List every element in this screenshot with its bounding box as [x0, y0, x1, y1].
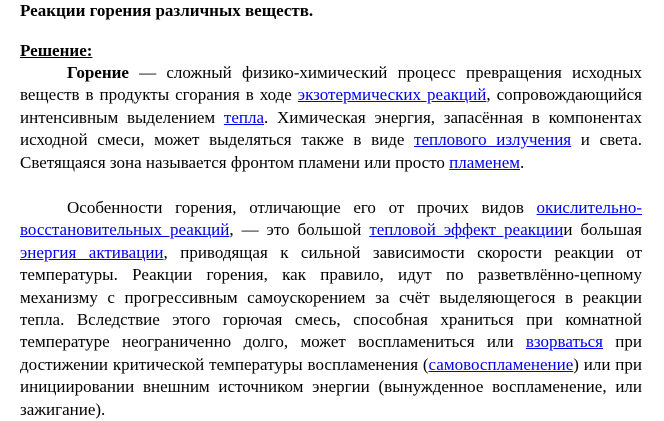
text-segment: при достижении критической температуры воспламенения ( [20, 332, 642, 374]
text-segment: , сопровождающийся интенсивным выделением [20, 85, 642, 127]
link-activation-energy[interactable]: энергия активации [20, 242, 164, 262]
text-segment: и света. Светящаяся зона называется фронтом пламени или просто [20, 130, 642, 172]
link-self-ignition[interactable]: самовоспламенение [428, 354, 574, 374]
link-heat[interactable]: тепла [223, 107, 265, 127]
text-segment: и большая [563, 220, 642, 240]
text-segment: , приводящая к сильной зависимости скорости реакции от температуры. Реакции горения, как правило, идут по разветвлённо-цепному механизму с прогрессивным самоускорением за счёт выделяющегося в реакции тепла. Вследствие этого горючая смесь, способная храниться при комнатной температуре неограниченно долго, может воспламениться или [20, 242, 643, 352]
paragraph-combustion-definition [20, 62, 642, 174]
text-segment: — сложный физико-химический процесс превращения исходных веществ в продукты сгорания в ходе [20, 63, 642, 105]
text-segment: Особенности горения, отличающие его от прочих видов [67, 198, 537, 217]
link-explode[interactable]: взорваться [525, 332, 603, 352]
document-title: Реакции горения различных веществ. [20, 1, 314, 20]
link-thermal-radiation[interactable]: теплового излучения [414, 130, 572, 150]
solution-heading: Решение: [20, 41, 93, 60]
text-segment: ) или при инициировании внешним источником энергии (вынужденное воспламенение, или зажигание). [20, 354, 642, 419]
link-flame[interactable]: пламенем [449, 152, 521, 172]
term-combustion: Горение [67, 63, 129, 82]
text-segment: , — это большой [229, 220, 370, 240]
text-segment: . Химическая энергия, запасённая в компонентах исходной смеси, может выделяться также в виде [20, 107, 642, 150]
paragraph-combustion-features [20, 197, 642, 421]
link-exothermic-reactions[interactable]: экзотермических реакций [297, 85, 487, 105]
link-reaction-heat-effect[interactable]: тепловой эффект реакции [369, 220, 564, 240]
text-segment: . [520, 152, 525, 172]
link-redox-reactions[interactable]: окислительно-восстановительных реакций [20, 198, 642, 240]
